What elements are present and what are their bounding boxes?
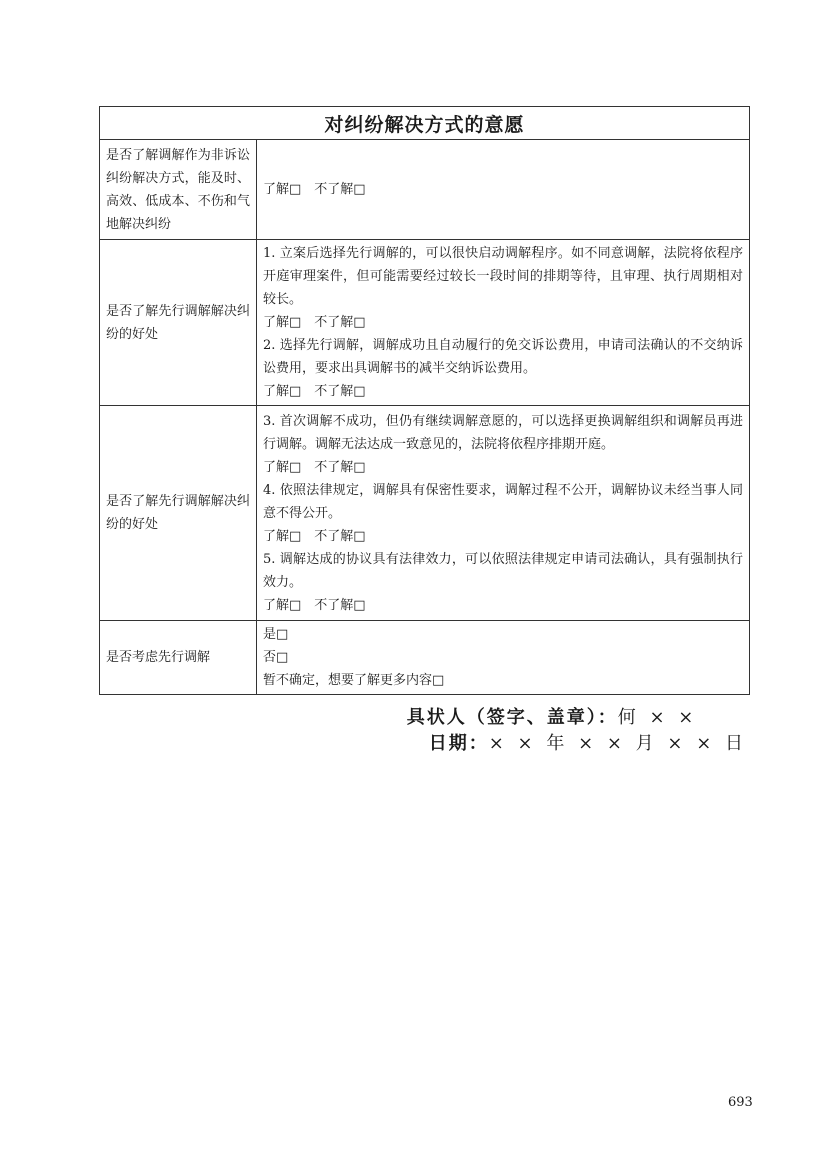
understand-checkbox-line[interactable]: 了解□ 不了解□ xyxy=(263,315,366,330)
answer-text: 2. 选择先行调解，调解成功且自动履行的免交诉讼费用，申请司法确认的不交纳诉讼费用，要求出具调解书的减半交纳诉讼费用。 xyxy=(263,338,744,376)
table-row xyxy=(100,621,750,695)
intent-table xyxy=(99,106,750,695)
no-checkbox-line[interactable]: 否□ xyxy=(263,650,289,665)
date-label: 日期： xyxy=(428,733,489,754)
yes-checkbox-line[interactable]: 是□ xyxy=(263,627,289,642)
signer-value: 何 × × xyxy=(617,707,698,728)
answer-text: 5. 调解达成的协议具有法律效力，可以依照法律规定申请司法确认，具有强制执行效力。 xyxy=(263,551,744,590)
answer-text: 1. 立案后选择先行调解的，可以很快启动调解程序。如不同意调解，法院将依程序开庭审理案件，但可能需要经过较长一段时间的排期等待，且审理、执行周期相对较长。 xyxy=(263,246,744,307)
table-title-row xyxy=(100,107,750,140)
date-line xyxy=(407,731,747,757)
signer-label: 具状人（签字、盖章）： xyxy=(406,707,618,728)
understand-checkbox-line[interactable]: 了解□ 不了解□ xyxy=(263,182,366,197)
understand-checkbox-line[interactable]: 了解□ 不了解□ xyxy=(263,528,366,544)
signer-line xyxy=(407,705,747,731)
understand-checkbox-line[interactable]: 了解□ 不了解□ xyxy=(263,459,366,475)
understand-checkbox-line[interactable]: 了解□ 不了解□ xyxy=(263,597,366,613)
answer-text: 4. 依照法律规定，调解具有保密性要求，调解过程不公开，调解协议未经当事人同意不得公开。 xyxy=(263,482,744,521)
page-number: 693 xyxy=(728,1095,753,1110)
date-value: × × 年 × × 月 × × 日 xyxy=(488,733,747,754)
undecided-checkbox-line[interactable]: 暂不确定，想要了解更多内容□ xyxy=(263,673,445,688)
signature-block xyxy=(407,705,747,757)
table-title: 对纠纷解决方式的意愿 xyxy=(100,107,750,140)
table-row xyxy=(100,240,750,406)
question-cell: 是否了解先行调解解决纠纷的好处 xyxy=(100,240,257,406)
table-row xyxy=(100,406,750,621)
question-cell: 是否了解先行调解解决纠纷的好处 xyxy=(100,406,257,621)
answer-cell xyxy=(257,406,750,621)
question-cell: 是否考虑先行调解 xyxy=(100,621,257,695)
understand-checkbox-line[interactable]: 了解□ 不了解□ xyxy=(263,384,366,399)
answer-cell xyxy=(257,140,750,240)
answer-cell xyxy=(257,240,750,406)
table-row xyxy=(100,140,750,240)
answer-cell xyxy=(257,621,750,695)
answer-text: 3. 首次调解不成功，但仍有继续调解意愿的，可以选择更换调解组织和调解员再进行调解。调解无法达成一致意见的，法院将依程序排期开庭。 xyxy=(263,413,744,452)
question-cell: 是否了解调解作为非诉讼纠纷解决方式，能及时、高效、低成本、不伤和气地解决纠纷 xyxy=(100,140,257,240)
